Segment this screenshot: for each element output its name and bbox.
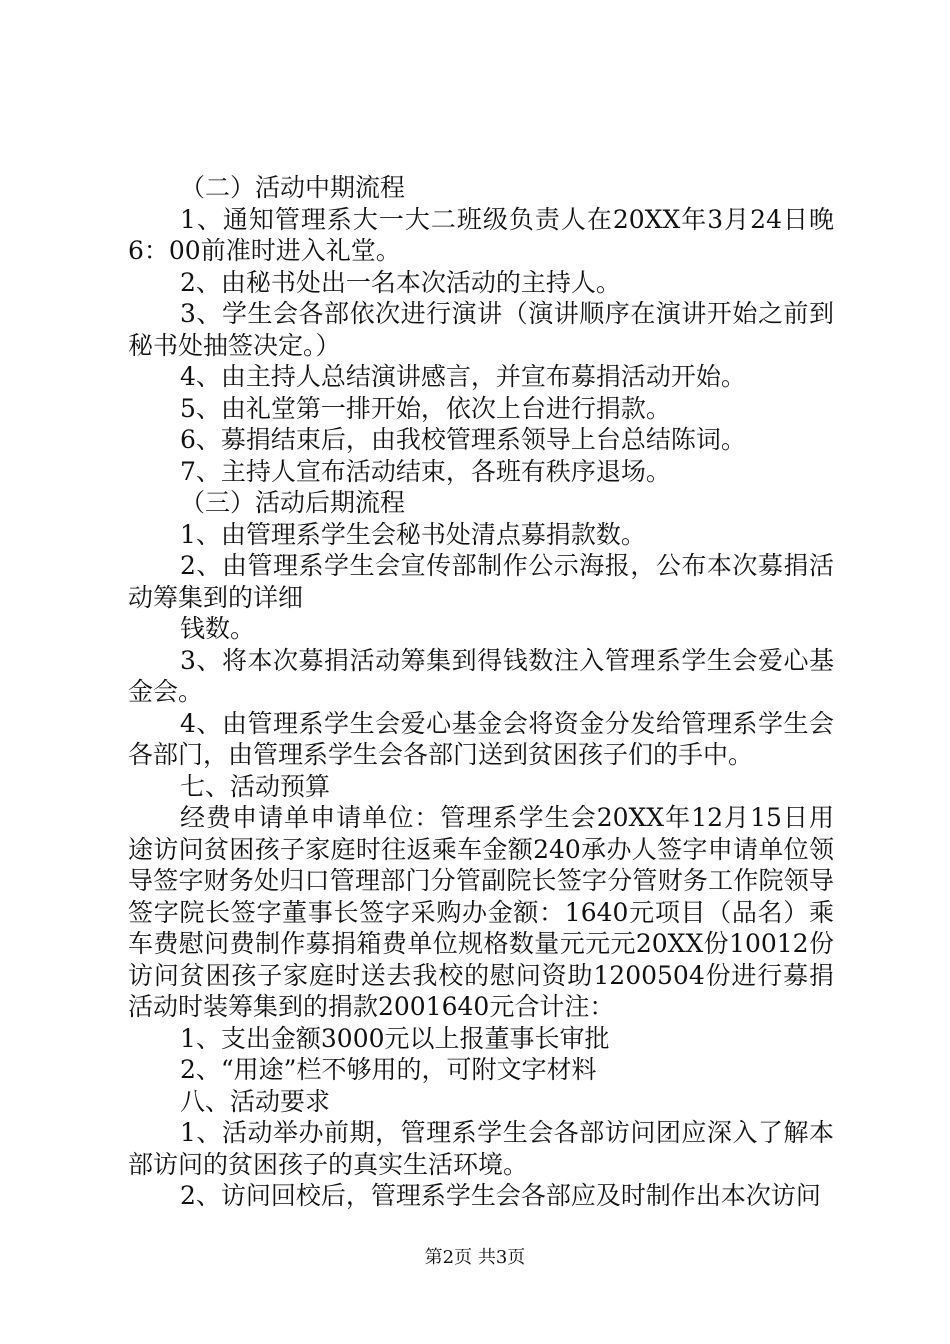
paragraph-budget-detail: 经费申请单申请单位：管理系学生会20XX年12月15日用途访问贫困孩子家庭时往返乘车金额240承办人签字申请单位领导签字财务处归口管理部门分管副院长签字分管财务工作院领导签字院长签字董事长签字采购办金额：1640元项目（品名）乘车费慰问费制作募捐箱费单位规格数量元元元20XX份10012份访问贫困孩子家庭时送去我校的慰问资助1200504份进行募捐活动时装筹集到的捐款2001640元合计注：: [128, 803, 834, 1021]
paragraph-requirement-2: 2、访问回校后，管理系学生会各部应及时制作出本次访问: [180, 1181, 821, 1210]
paragraph-mid-4: 4、由主持人总结演讲感言，并宣布募捐活动开始。: [180, 362, 746, 391]
paragraph-requirement-1: 1、活动举办前期，管理系学生会各部访问团应深入了解本部访问的贫困孩子的真实生活环境。: [128, 1118, 834, 1179]
page-footer: [0, 1247, 950, 1269]
paragraph-mid-1: 1、通知管理系大一大二班级负责人在20XX年3月24日晚6：00前准时进入礼堂。: [128, 204, 834, 265]
paragraph-post-2-continued: 钱数。: [180, 614, 256, 643]
paragraph-mid-3: 3、学生会各部依次进行演讲（演讲顺序在演讲开始之前到秘书处抽签决定。）: [128, 299, 834, 360]
paragraph-mid-6: 6、募捐结束后，由我校管理系领导上台总结陈词。: [180, 425, 746, 454]
paragraph-mid-7: 7、主持人宣布活动结束，各班有秩序退场。: [180, 456, 671, 486]
paragraph-post-3: 3、将本次募捐活动筹集到得钱数注入管理系学生会爱心基金会。: [128, 645, 834, 706]
section-heading-budget: 七、活动预算: [180, 771, 331, 801]
paragraph-post-4: 4、由管理系学生会爱心基金会将资金分发给管理系学生会各部门，由管理系学生会各部门送到贫困孩子们的手中。: [128, 708, 834, 769]
section-heading-requirements: 八、活动要求: [180, 1086, 331, 1116]
section-heading-post-process: （三）活动后期流程: [180, 488, 406, 517]
section-heading-mid-process: （二）活动中期流程: [180, 173, 406, 202]
paragraph-budget-note-1: 1、支出金额3000元以上报董事长审批: [180, 1023, 610, 1053]
paragraph-mid-2: 2、由秘书处出一名本次活动的主持人。: [180, 267, 621, 297]
paragraph-budget-note-2: 2、“用途”栏不够用的，可附文字材料: [180, 1055, 597, 1084]
paragraph-post-1: 1、由管理系学生会秘书处清点募捐款数。: [180, 519, 646, 549]
document-body: [128, 172, 834, 1212]
paragraph-mid-5: 5、由礼堂第一排开始，依次上台进行捐款。: [180, 393, 671, 423]
paragraph-post-2: 2、由管理系学生会宣传部制作公示海报，公布本次募捐活动筹集到的详细: [128, 551, 834, 612]
page-number-label: 第2页 共3页: [424, 1247, 526, 1268]
